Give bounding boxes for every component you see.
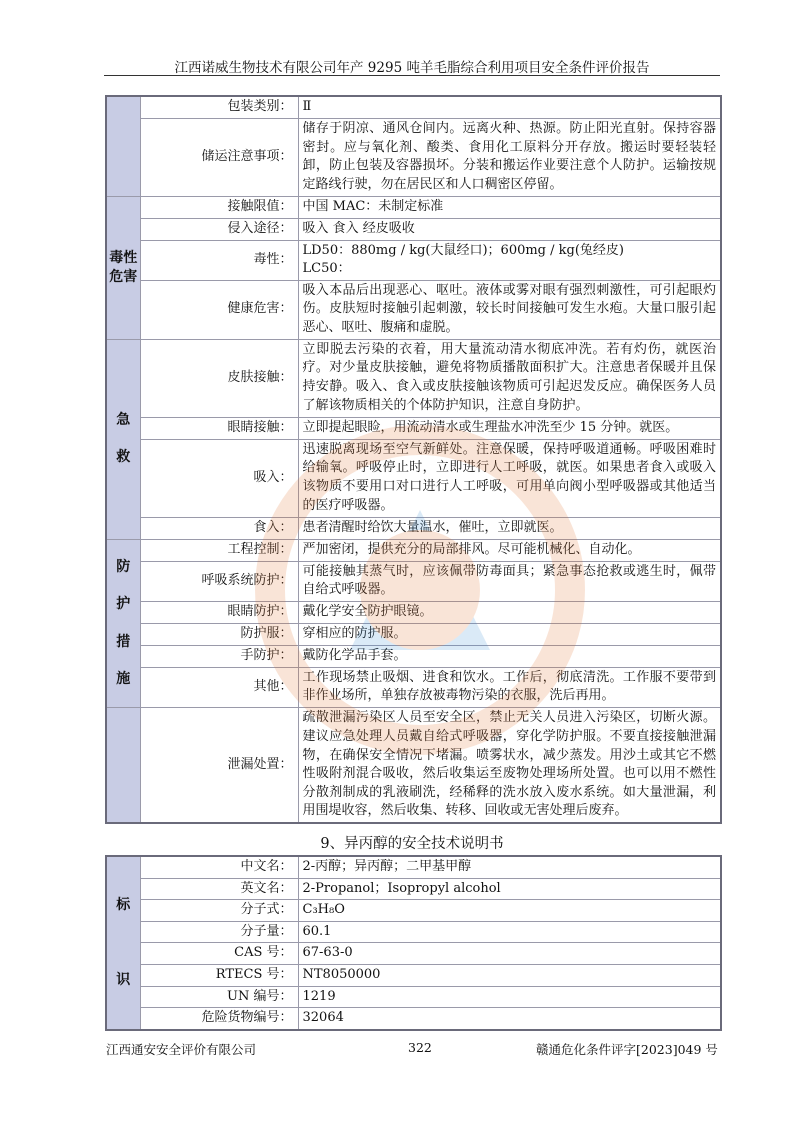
section-char: 护 xyxy=(116,596,131,613)
field-value: 1219 xyxy=(298,986,721,1008)
section-char: 识 xyxy=(116,971,131,988)
field-value: C₃H₈O xyxy=(298,900,721,922)
field-value: 工作现场禁止吸烟、进食和饮水。工作后，彻底清洗。工作服不要带到非作业场所，单独存放被毒物污染的衣服，洗后再用。 xyxy=(298,667,721,707)
field-value: NT8050000 xyxy=(298,964,721,986)
msds-table-isopropanol xyxy=(105,855,722,1031)
field-value: 严加密闭，提供充分的局部排风。尽可能机械化、自动化。 xyxy=(298,539,721,561)
field-label: 皮肤接触： xyxy=(140,339,298,417)
field-label: 呼吸系统防护： xyxy=(140,561,298,601)
field-value: 可能接触其蒸气时，应该佩带防毒面具；紧急事态抢救或逃生时，佩带自给式呼吸器。 xyxy=(298,561,721,601)
field-label: 分子式： xyxy=(140,900,298,922)
page-header: 江西诺威生物技术有限公司年产 9295 吨羊毛脂综合利用项目安全条件评价报告 xyxy=(174,60,650,76)
field-value: 迅速脱离现场至空气新鲜处。注意保暖，保持呼吸道通畅。呼吸困难时给输氧。呼吸停止时，立即进行人工呼吸，就医。如果患者食入或吸入该物质不要用口对口进行人工呼吸，可用单向阀小型呼吸器或其他适当的医疗呼吸器。 xyxy=(298,439,721,517)
section-char: 标 xyxy=(116,897,131,914)
field-label: 防护服： xyxy=(140,623,298,645)
section-label: 毒性危害 xyxy=(109,249,138,285)
field-value: 立即提起眼睑，用流动清水或生理盐水冲洗至少 15 分钟。就医。 xyxy=(298,417,721,439)
field-value: 60.1 xyxy=(298,921,721,943)
header-divider xyxy=(104,75,720,76)
field-value: 67-63-0 xyxy=(298,943,721,965)
field-label: 眼睛接触： xyxy=(140,417,298,439)
field-label: RTECS 号： xyxy=(140,964,298,986)
msds-table-continued xyxy=(105,95,722,824)
field-value xyxy=(298,240,721,280)
field-label: 工程控制： xyxy=(140,539,298,561)
field-value: 2-丙醇；异丙醇；二甲基甲醇 xyxy=(298,856,721,878)
field-value: 储存于阴凉、通风仓间内。远离火种、热源。防止阳光直射。保持容器密封。应与氧化剂、酸类、食用化工原料分开存放。搬运时要轻装轻卸，防止包装及容器损坏。分装和搬运作业要注意个人防护。运输按规定路线行驶，勿在居民区和人口稠密区停留。 xyxy=(298,118,721,196)
field-value: 中国 MAC：未制定标准 xyxy=(298,196,721,218)
field-label: 储运注意事项： xyxy=(140,118,298,196)
field-value: 吸入本品后出现恶心、呕吐。液体或雾对眼有强烈刺激性，可引起眼灼伤。皮肤短时接触引起刺激，较长时间接触可发生水疱。大量口服引起恶心、呕吐、腹痛和虚脱。 xyxy=(298,280,721,339)
footer-company: 江西通安安全评价有限公司 xyxy=(106,1042,257,1057)
field-label: CAS 号： xyxy=(140,943,298,965)
section-first-aid xyxy=(106,339,140,539)
field-value: 立即脱去污染的衣着，用大量流动清水彻底冲洗。若有灼伤，就医治疗。对少量皮肤接触，避免将物质播散面积扩大。注意患者保暖并且保持安静。吸入、食入或皮肤接触该物质可引起迟发反应。确保医务人员了解该物质相关的个体防护知识，注意自身防护。 xyxy=(298,339,721,417)
section-char: 急 xyxy=(116,412,131,429)
section-cell-blank xyxy=(106,707,140,823)
field-value: 戴化学安全防护眼镜。 xyxy=(298,601,721,623)
field-value: Ⅱ xyxy=(298,96,721,118)
field-label: 危险货物编号： xyxy=(140,1008,298,1030)
field-label: 食入： xyxy=(140,517,298,539)
field-label: 健康危害： xyxy=(140,280,298,339)
section-toxic-hazard xyxy=(106,196,140,339)
field-label: 手防护： xyxy=(140,645,298,667)
field-value: 疏散泄漏污染区人员至安全区，禁止无关人员进入污染区，切断火源。建议应急处理人员戴自给式呼吸器，穿化学防护服。不要直接接触泄漏物，在确保安全情况下堵漏。喷雾状水，减少蒸发。用沙土或其它不燃性吸附剂混合吸收，然后收集运至废物处理场所处置。也可以用不燃性分散剂制成的乳液刷洗，经稀释的洗水放入废水系统。如大量泄漏，利用围堤收容，然后收集、转移、回收或无害处理后废弃。 xyxy=(298,707,721,823)
section-char: 救 xyxy=(116,449,131,466)
footer-reference: 赣通危化条件评字[2023]049 号 xyxy=(536,1042,718,1057)
field-label: 包装类别： xyxy=(140,96,298,118)
field-label: 毒性： xyxy=(140,240,298,280)
page-number: 322 xyxy=(408,1040,432,1055)
field-label: 中文名： xyxy=(140,856,298,878)
section-title: 9、异丙醇的安全技术说明书 xyxy=(320,836,504,852)
toxicity-ld50: LD50：880mg / kg(大鼠经口)；600mg / kg(兔经皮) xyxy=(302,242,624,258)
field-value: 戴防化学品手套。 xyxy=(298,645,721,667)
field-label: 眼睛防护： xyxy=(140,601,298,623)
field-label: 侵入途径： xyxy=(140,218,298,240)
field-value: 穿相应的防护服。 xyxy=(298,623,721,645)
field-label: UN 编号： xyxy=(140,986,298,1008)
field-label: 其他： xyxy=(140,667,298,707)
field-value: 2-Propanol；Isopropyl alcohol xyxy=(298,878,721,900)
field-label: 泄漏处置： xyxy=(140,707,298,823)
field-label: 分子量： xyxy=(140,921,298,943)
section-protection xyxy=(106,539,140,707)
field-value: 患者清醒时给饮大量温水，催吐，立即就医。 xyxy=(298,517,721,539)
toxicity-lc50: LC50： xyxy=(302,261,351,277)
field-value: 吸入 食入 经皮吸收 xyxy=(298,218,721,240)
section-identification xyxy=(106,856,140,1030)
field-label: 接触限值： xyxy=(140,196,298,218)
section-char: 施 xyxy=(116,670,131,687)
section-char: 防 xyxy=(116,559,131,576)
section-cell-blank xyxy=(106,96,140,196)
field-label: 吸入： xyxy=(140,439,298,517)
field-value: 32064 xyxy=(298,1008,721,1030)
field-label: 英文名： xyxy=(140,878,298,900)
section-char: 措 xyxy=(116,633,131,650)
